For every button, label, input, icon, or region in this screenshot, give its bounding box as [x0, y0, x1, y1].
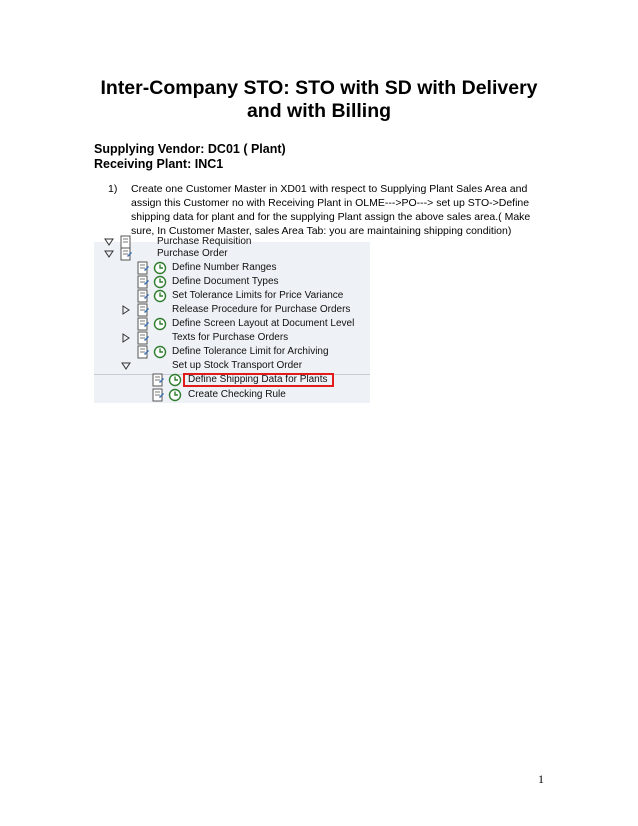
- tree-node-label: Define Shipping Data for Plants: [188, 374, 328, 385]
- step-text-line: Create one Customer Master in XD01 with respect to Supplying Plant Sales Area and: [131, 183, 528, 195]
- document-icon[interactable]: [151, 388, 165, 402]
- step-text-line: shipping data for plant and for the supplying Plant assign the above sales area.( Make: [131, 211, 531, 223]
- collapse-triangle-icon[interactable]: [104, 237, 114, 247]
- tree-node-label: Purchase Order: [157, 248, 228, 259]
- execute-clock-icon[interactable]: [153, 261, 167, 275]
- tree-node-label: Set up Stock Transport Order: [172, 360, 303, 371]
- tree-node-set-up-stock-transport-order[interactable]: [94, 359, 370, 373]
- tree-node-release-procedure[interactable]: [94, 303, 370, 317]
- document-icon[interactable]: [136, 303, 150, 317]
- step-text-line: assign this Customer no with Receiving Plant in OLME--->PO---> set up STO->Define: [131, 197, 530, 209]
- expand-triangle-icon[interactable]: [121, 333, 131, 343]
- step-text: [131, 182, 541, 238]
- document-icon[interactable]: [136, 331, 150, 345]
- tree-node-define-document-types[interactable]: [94, 275, 370, 289]
- tree-node-label: Release Procedure for Purchase Orders: [172, 304, 351, 315]
- tree-node-label: Define Screen Layout at Document Level: [172, 318, 355, 329]
- expand-triangle-icon[interactable]: [121, 305, 131, 315]
- tree-node-label: Define Tolerance Limit for Archiving: [172, 346, 329, 357]
- highlight-box: [183, 373, 334, 387]
- tree-node-label: Create Checking Rule: [188, 389, 286, 400]
- tree-node-texts-for-purchase-orders[interactable]: [94, 331, 370, 345]
- step-text-line: sure, In Customer Master, sales Area Tab: you are maintaining shipping condition): [131, 225, 512, 237]
- execute-clock-icon[interactable]: [153, 317, 167, 331]
- document-title-line-2: and with Billing: [246, 100, 392, 122]
- execute-clock-icon[interactable]: [153, 275, 167, 289]
- document-icon[interactable]: [136, 317, 150, 331]
- page-number: 1: [538, 772, 544, 786]
- document-icon[interactable]: [136, 275, 150, 289]
- tree-node-label: Purchase Requisition: [157, 236, 252, 247]
- document-icon: [119, 247, 133, 261]
- tree-node-create-checking-rule[interactable]: [94, 388, 370, 402]
- collapse-triangle-icon[interactable]: [104, 249, 114, 259]
- execute-clock-icon[interactable]: [168, 388, 182, 402]
- tree-node-define-tolerance-archiving[interactable]: [94, 345, 370, 359]
- tree-node-label: Define Number Ranges: [172, 262, 277, 273]
- supplying-vendor-heading: Supplying Vendor: DC01 ( Plant): [94, 142, 286, 156]
- receiving-plant-heading: Receiving Plant: INC1: [94, 157, 224, 171]
- document-icon[interactable]: [151, 373, 165, 387]
- tree-node-define-number-ranges[interactable]: [94, 261, 370, 275]
- document-icon[interactable]: [136, 261, 150, 275]
- tree-node-define-screen-layout[interactable]: [94, 317, 370, 331]
- document-icon[interactable]: [136, 289, 150, 303]
- document-icon[interactable]: [136, 345, 150, 359]
- execute-clock-icon[interactable]: [168, 373, 182, 387]
- collapse-triangle-icon[interactable]: [121, 361, 131, 371]
- tree-node-label: Set Tolerance Limits for Price Variance: [172, 290, 344, 301]
- document-title-line-1: Inter-Company STO: STO with SD with Delivery: [100, 77, 538, 99]
- tree-node-label: Define Document Types: [172, 276, 279, 287]
- step-number: 1): [108, 183, 118, 195]
- tree-node-purchase-order[interactable]: [94, 247, 370, 261]
- execute-clock-icon[interactable]: [153, 345, 167, 359]
- tree-node-label: Texts for Purchase Orders: [172, 332, 289, 343]
- execute-clock-icon[interactable]: [153, 289, 167, 303]
- tree-node-set-tolerance-limits[interactable]: [94, 289, 370, 303]
